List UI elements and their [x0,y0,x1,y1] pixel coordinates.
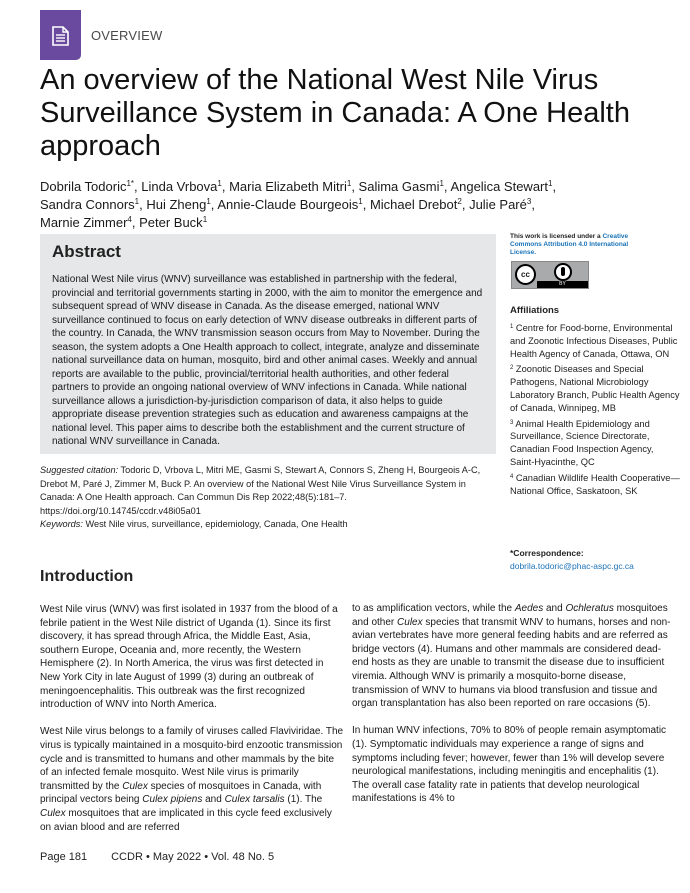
author: Maria Elizabeth Mitri$^1$ [229,179,352,194]
author-list: Dobrila Todoric$^{1*}$, Linda Vrbova$^1$, Maria Elizabeth Mitri$^1$, Salima Gasmi$^1$, Angelica Stewart$^1$, Sandra Connors$^1$, Hui Zheng$^1$, Annie-Claude Bourgeois$^1$, Michael Drebot$^2$, Julie Paré$^3$, Marnie Zimmer$^4$, Peter Buck$^1$ [40,179,557,230]
intro-column-right [352,602,672,820]
license-prefix: This work is licensed under a [510,233,603,240]
by-label: BY [537,281,588,288]
suggested-citation [40,464,500,518]
citation-text: Todoric D, Vrbova L, Mitri ME, Gasmi S, Stewart A, Connors S, Zheng H, Bourgeois A-C, Drebot M, Paré J, Zimmer M, Buck P. An overview of the National West Nile Virus Surveillance System in Canada: A One Health approach. Can Commun Dis Rep 2022;48(5):181–7. https://doi.org/10.14745/ccdr.v48i05a01 [40,465,481,516]
author: Linda Vrbova$^1$ [141,179,222,194]
author-affiliation-mark: 1 [358,197,363,206]
abstract-heading: Abstract [52,242,121,261]
author: Salima Gasmi$^1$ [358,179,444,194]
intro-column-left [40,603,345,848]
paragraph: West Nile virus (WNV) was first isolated in 1937 from the blood of a febrile patient in the West Nile district of Uganda (1). Since its first discovery, it has spread through Africa, the Middle East, Asia, southern Europe, Oceania and, more recently, the Western Hemisphere (2). In North America, the virus was first detected in New York City in late August of 1999 (3) during an outbreak of meningoencephalitis. This outbreak was the first recognized introduction of WNV into North America. [40,604,338,711]
author-affiliation-mark: 3 [526,197,532,206]
citation-label: Suggested citation: [40,465,119,475]
author: Angelica Stewart$^1$ [450,179,553,194]
affiliation-item: $^1$ Centre for Food-borne, Environmental and Zoonotic Infectious Diseases, Public Health Agency of Canada, Ottawa, ON [510,323,678,359]
author: Marnie Zimmer$^4$ [40,215,132,230]
paragraph: In human WNV infections, 70% to 80% of people remain asymptomatic (1). Symptomatic individuals may experience a range of signs and symptoms including fever; however, fewer than 1% will develop severe neurological manifestations, including meningitis and encephalitis (1). The overall case fatality rate in patients that develop neurological manifestations is 4% to [352,725,667,805]
affiliation-number: 4 [510,473,514,480]
author-affiliation-mark: 1 [202,215,208,224]
affiliations-heading: Affiliations [510,305,560,316]
correspondence-email[interactable]: dobrila.todoric@phac-aspc.gc.ca [510,561,634,571]
abstract-text: National West Nile virus (WNV) surveillance was established in partnership with the federal, provincial and territorial governments starting in 2000, with the aim to monitor the emergence and subsequent spread of WNV disease in Canada. As the disease emerged, national WNV surveillance continued to focus on early detection of WNV disease outbreaks in different parts of the country. In Canada, the WNV transmission season occurs from May to November. During the season, the system adopts a One Health approach to collect, integrate, analyze and disseminate national surveillance data on human, mosquito, bird and other animal cases. Weekly and annual reports are available to the public, provincial/territorial health authorities, and other federal partners to provide an ongoing national overview of WNV infections in Canada. While national surveillance allows a jurisdiction-by-jurisdiction comparison of data, it also helps to guide appropriate disease prevention strategies such as education and awareness campaigns at the national level. This paper aims to describe both the establishment and the current structure of national WNV surveillance in Canada. [52,274,483,447]
citation-block [40,464,500,532]
section-label: OVERVIEW [91,28,163,43]
page-footer [40,851,274,863]
affiliation-item: $^4$ Canadian Wildlife Health Cooperative—National Office, Saskatoon, SK [510,472,680,496]
author-affiliation-mark: 4 [127,215,132,224]
author: Michael Drebot$^2$ [369,197,462,212]
affiliation-number: 1 [510,324,514,330]
author-affiliation-mark: 1 [217,179,222,188]
author-affiliation-mark: 1 [206,197,211,206]
introduction-heading: Introduction [40,568,134,585]
paragraph: West Nile virus belongs to a family of viruses called Flaviviridae. The virus is typically maintained in a mosquito-bird enzootic transmission cycle and is transmitted to humans and other mammals by the bite of an infected female mosquito. West Nile virus is primarily transmitted by the Culex species of mosquitoes in Canada, with principal vectors being Culex pipiens and Culex tarsalis (1). The Culex mosquitoes that are implicated in this cycle feed exclusively on avian blood and are referred [40,726,344,833]
page-number: Page 181 [40,851,88,863]
correspondence-label: *Correspondence: [510,548,584,558]
author-affiliation-mark: 1 [346,179,352,188]
affiliation-number: 3 [510,419,514,426]
author-affiliation-mark: 1 [134,197,140,206]
keywords-text: West Nile virus, surveillance, epidemiology, Canada, One Health [82,519,348,529]
author: Dobrila Todoric$^{1*}$ [40,179,135,194]
cc-by-badge[interactable] [511,261,589,289]
author: Peter Buck$^1$ [139,215,208,230]
license-link[interactable]: Creative Commons Attribution 4.0 International License. [510,233,629,256]
author-affiliation-mark: 1 [439,179,444,188]
affiliations-list [510,322,680,500]
document-icon [52,26,69,46]
affiliation-item: $^2$ Zoonotic Diseases and Special Pathogens, National Microbiology Laboratory Branch, Public Health Agency of Canada, Winnipeg, MB [510,364,680,413]
author: Julie Paré$^3$ [469,197,532,212]
license-notice [510,233,630,257]
author: Hui Zheng$^1$ [146,197,211,212]
affiliation-item: $^3$ Animal Health Epidemiology and Surveillance, Science Directorate, Canadian Food Inspection Agency, Saint-Hyacinthe, QC [510,418,654,467]
keywords-label: Keywords: [40,519,83,529]
author: Sandra Connors$^1$ [40,197,140,212]
cc-icon: cc [515,264,536,285]
author: Annie-Claude Bourgeois$^1$ [217,197,363,212]
affiliation-number: 2 [510,365,514,372]
author-affiliation-mark: 2 [457,197,462,206]
paragraph: to as amplification vectors, while the Aedes and Ochleratus mosquitoes and other Culex species that transmit WNV to humans, horses and non-avian vertebrates have more general feeding habits and are referred as bridge vectors (4). Humans and other mammals are considered dead-end hosts as they are unable to transmit the disease due to insufficient viremia. Although WNV is primarily a mosquito-borne disease, transmission of WNV to humans via blood transfusion and tissue and organ transplantation has also been reported on rare occasions (5). [352,603,671,710]
article-title: An overview of the National West Nile Virus Surveillance System in Canada: A One Health approach [40,64,630,162]
keywords [40,518,500,532]
journal-info: CCDR • May 2022 • Vol. 48 No. 5 [111,851,275,863]
attribution-person-icon [554,263,572,281]
section-badge [40,10,81,60]
author-affiliation-mark: 1 [548,179,553,188]
author-affiliation-mark: 1* [126,179,135,188]
